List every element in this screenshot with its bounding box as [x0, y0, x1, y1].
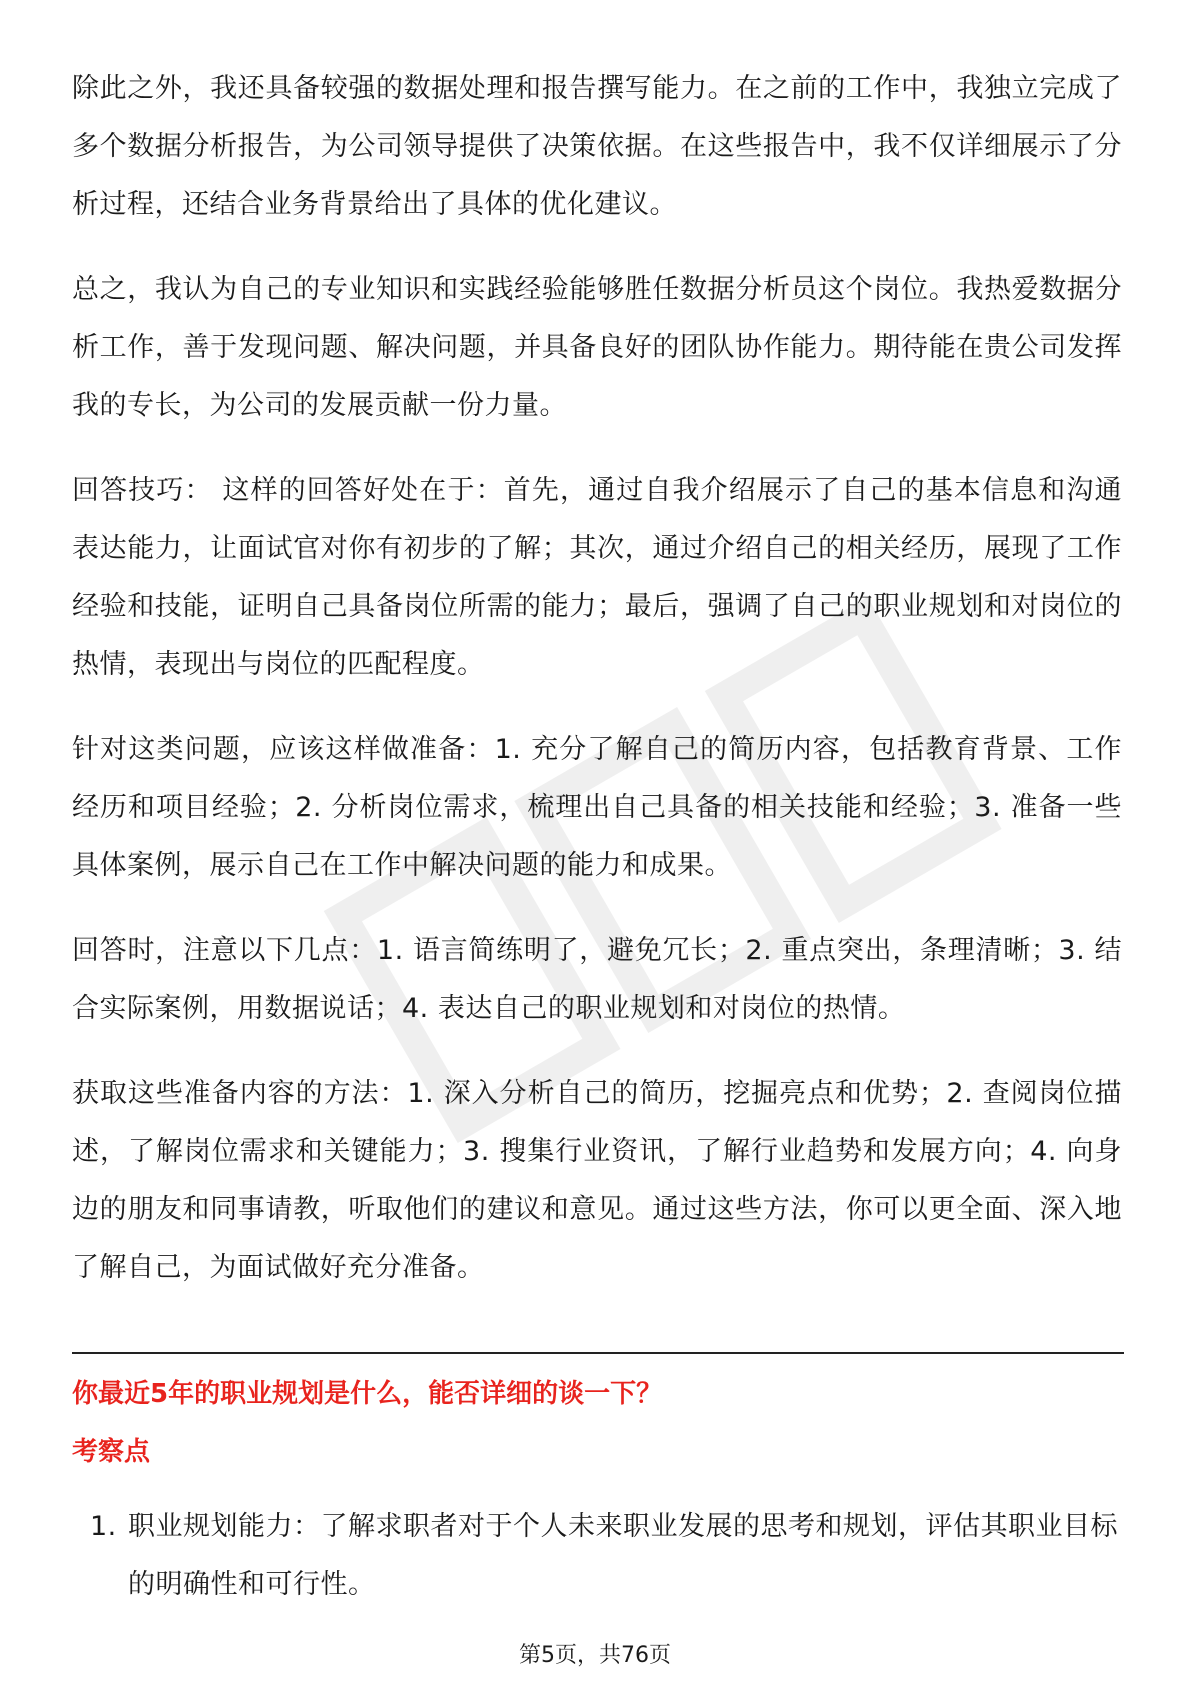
- assessment-points-label: 考察点: [72, 1437, 151, 1467]
- paragraph-data-skills: 除此之外，我还具备较强的数据处理和报告撰写能力。在之前的工作中，我独立完成了多个数据分析报告，为公司领导提供了决策依据。在这些报告中，我不仅详细展示了分析过程，还结合业务背景给出了具体的优化建议。: [72, 73, 1122, 220]
- body-content: [72, 60, 1122, 1324]
- list-item: [90, 1498, 1120, 1614]
- paragraph-summary: 总之，我认为自己的专业知识和实践经验能够胜任数据分析员这个岗位。我热爱数据分析工作，善于发现问题、解决问题，并具备良好的团队协作能力。期待能在贵公司发挥我的专长，为公司的发展贡献一份力量。: [72, 274, 1122, 421]
- section-divider: [72, 1352, 1124, 1354]
- paragraph-answer-tips: 回答技巧： 这样的回答好处在于：首先，通过自我介绍展示了自己的基本信息和沟通表达能力，让面试官对你有初步的了解；其次，通过介绍自己的相关经历，展现了工作经验和技能，证明自己具备岗位所需的能力；最后，强调了自己的职业规划和对岗位的热情，表现出与岗位的匹配程度。: [72, 475, 1122, 680]
- question-heading: 你最近5年的职业规划是什么，能否详细的谈一下？: [72, 1379, 663, 1409]
- list-item-number: 1.: [90, 1511, 117, 1542]
- list-item-text: 职业规划能力：了解求职者对于个人未来职业发展的思考和规划，评估其职业目标的明确性和可行性。: [128, 1511, 1118, 1600]
- page-footer: 第5页，共76页: [519, 1643, 671, 1668]
- paragraph-methods: 获取这些准备内容的方法：1. 深入分析自己的简历，挖掘亮点和优势；2. 查阅岗位描述，了解岗位需求和关键能力；3. 搜集行业资讯，了解行业趋势和发展方向；4. 向身边的朋友和同事请教，听取他们的建议和意见。通过这些方法，你可以更全面、深入地了解自己，为面试做好充分准备。: [72, 1078, 1122, 1283]
- paragraph-preparation: 针对这类问题，应该这样做准备：1. 充分了解自己的简历内容，包括教育背景、工作经历和项目经验；2. 分析岗位需求，梳理出自己具备的相关技能和经验；3. 准备一些具体案例，展示自己在工作中解决问题的能力和成果。: [72, 734, 1122, 881]
- assessment-points-list: [90, 1498, 1120, 1614]
- paragraph-answer-notes: 回答时，注意以下几点：1. 语言简练明了，避免冗长；2. 重点突出，条理清晰；3. 结合实际案例，用数据说话；4. 表达自己的职业规划和对岗位的热情。: [72, 935, 1122, 1024]
